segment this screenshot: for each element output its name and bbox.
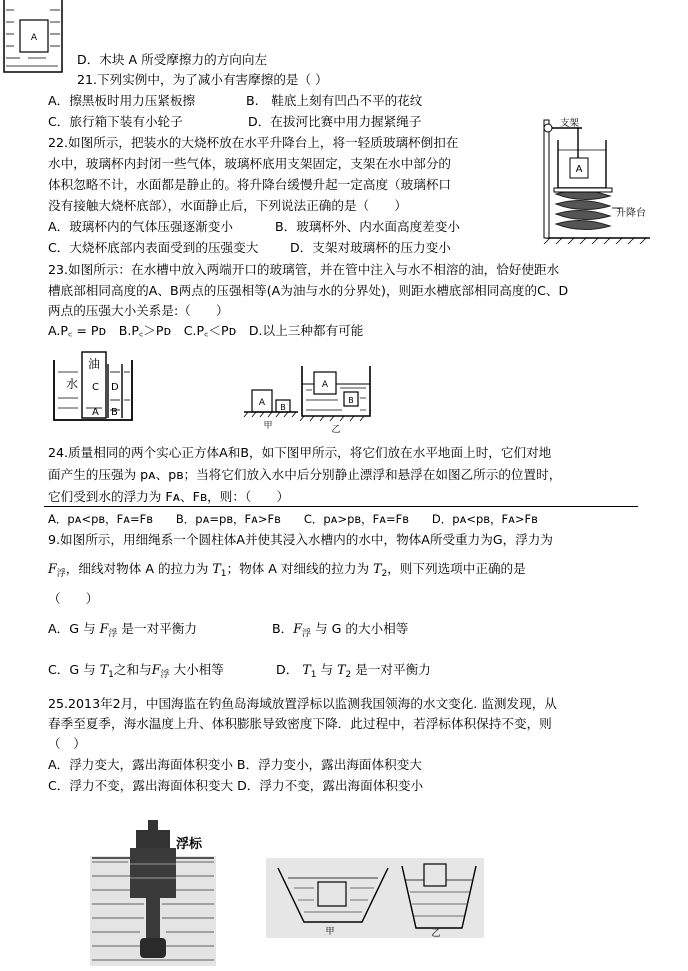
- q22-option-b: B．玻璃杯外、内水面高度差变小: [275, 219, 460, 234]
- q20-option-d: D．木块 A 所受摩擦力的方向向左: [77, 52, 268, 67]
- q23-stem-line-3: 两点的压强大小关系是:（ ）: [48, 303, 229, 318]
- stand-label: 支架: [560, 118, 580, 129]
- tank-point-d: D: [111, 382, 119, 393]
- basin-caption-yi: 乙: [431, 929, 441, 938]
- q22-option-c: C．大烧杯底部内表面受到的压强变大: [48, 240, 259, 255]
- tank-water-label: 水: [66, 377, 79, 391]
- q9-option-a: A．G 与 $F_浮$ 是一对平衡力: [48, 621, 197, 639]
- cube-b-label: B: [280, 403, 286, 412]
- tank-point-c: C: [92, 382, 99, 393]
- buoyancy-symbol: F: [48, 561, 57, 576]
- figure-stand-lift: [538, 116, 688, 244]
- top-block-label: A: [30, 33, 38, 43]
- q22-stem-line-2: 水中，玻璃杯内封闭一些气体，玻璃杯底用支架固定，支架在水中部分的: [48, 156, 451, 171]
- q23-stem-line-2: 槽底部相同高度的A、B两点的压强相等(A为油与水的分界处)，则距水槽底部相同高度的C、D: [48, 283, 569, 298]
- q25-stem-line-1: 25.2013年2月，中国海监在钓鱼岛海域放置浮标以监测我国领海的水文变化. 监测发现，从: [48, 696, 557, 711]
- q22-stem-line-4: 没有接触大烧杯底部），水面静止后，下列说法正确的是（ ）: [48, 198, 407, 213]
- q9-stem-line-1: 9.如图所示，用细绳系一个圆柱体A并使其浸入水槽内的水中，物体A所受重力为G，浮力为: [48, 532, 553, 547]
- q24-stem-line-3: 它们受到水的浮力为 Fᴀ、Fʙ，则：（ ）: [48, 489, 290, 504]
- buoy-label: 浮标: [176, 837, 203, 852]
- cube-a-label: A: [258, 398, 266, 408]
- q21-option-a: A．擦黑板时用力压紧板擦: [48, 93, 196, 108]
- q24-stem-line-2: 面产生的压强为 pᴀ、pʙ；当将它们放入水中后分别静止漂浮和悬浮在如图乙所示的位置时，: [48, 467, 562, 482]
- tension-t1: T: [212, 561, 221, 576]
- q9-option-c: C．G 与 $T_1$之和与$F_浮$ 大小相等: [48, 662, 224, 680]
- stand-cup-label: A: [575, 164, 583, 175]
- tank-oil-label: 油: [88, 357, 101, 371]
- cubes-caption-jia: 甲: [263, 421, 273, 430]
- q25-stem-line-2: 春季至夏季，海水温度上升、体积膨胀导致密度下降．此过程中，若浮标体积保持不变，则: [48, 716, 552, 731]
- q24-stem-line-1: 24.质量相同的两个实心正方体A和B，如下图甲所示，将它们放在水平地面上时，它们对地: [48, 445, 552, 460]
- q25-stem-line-3: （ ）: [48, 736, 86, 751]
- float-caption-yi: 乙: [331, 425, 341, 434]
- q21-stem: 21.下列实例中，为了减小有害摩擦的是（ ）: [77, 72, 328, 87]
- q24-underline: [44, 506, 638, 507]
- figure-cubes-ground: [240, 384, 302, 430]
- q22-option-a: A．玻璃杯内的气体压强逐渐变小: [48, 219, 233, 234]
- float-b-label: B: [348, 396, 354, 405]
- figure-basins: [266, 858, 484, 938]
- float-a-label: A: [321, 380, 329, 390]
- q9-stem-line-2: $F_浮$，细线对物体 A 的拉力为 $T_1$；物体 A 对细线的拉力为 $T_2$，则下列选项中正确的是: [48, 561, 526, 579]
- q25-options-ab: A．浮力变大，露出海面体积变小 B．浮力变小，露出海面体积变大: [48, 757, 422, 772]
- q9-stem-line-3: （ ）: [48, 591, 99, 606]
- q21-option-d: D．在拔河比赛中用力握紧绳子: [248, 114, 422, 129]
- q23-options: A.P꜀ = Pᴅ B.P꜀＞Pᴅ C.P꜀＜Pᴅ D.以上三种都有可能: [48, 323, 364, 338]
- figure-buoy: [88, 818, 218, 966]
- q22-stem-line-1: 22.如图所示，把装水的大烧杯放在水平升降台上，将一轻质玻璃杯倒扣在: [48, 135, 459, 150]
- figure-float-suspend: [298, 362, 374, 434]
- q22-option-d: D．支架对玻璃杯的压力变小: [290, 240, 451, 255]
- q22-stem-line-3: 体积忽略不计，水面都是静止的。将升降台缓慢升起一定高度（玻璃杯口: [48, 177, 451, 192]
- q9-option-b: B．$F_浮$ 与 G 的大小相等: [272, 621, 409, 639]
- figure-tank-tubes: [52, 348, 136, 424]
- q24-options: A．pᴀ<pʙ，Fᴀ=Fʙ B．pᴀ=pʙ，Fᴀ>Fʙ C．pᴀ>pʙ，Fᴀ=Fʙ D．pᴀ<pʙ，Fᴀ>Fʙ: [48, 512, 538, 526]
- q9-option-d: D． $T_1$ 与 $T_2$ 是一对平衡力: [276, 662, 431, 680]
- basin-caption-jia: 甲: [325, 927, 335, 937]
- lift-label: 升降台: [616, 208, 646, 219]
- q23-stem-line-1: 23.如图所示：在水槽中放入两端开口的玻璃管，并在管中注入与水不相溶的油，恰好使距水: [48, 262, 560, 277]
- tank-point-b: B: [111, 407, 118, 418]
- tension-t2: T: [373, 561, 382, 576]
- q21-option-c: C．旅行箱下装有小轮子: [48, 114, 183, 129]
- tank-point-a: A: [92, 407, 99, 418]
- q25-options-cd: C．浮力不变，露出海面体积变大 D．浮力不变，露出海面体积变小: [48, 778, 424, 793]
- buoyancy-subscript: 浮: [56, 569, 66, 579]
- q21-option-b: B. 鞋底上刻有凹凸不平的花纹: [246, 93, 423, 108]
- figure-top-beaker: [0, 0, 70, 76]
